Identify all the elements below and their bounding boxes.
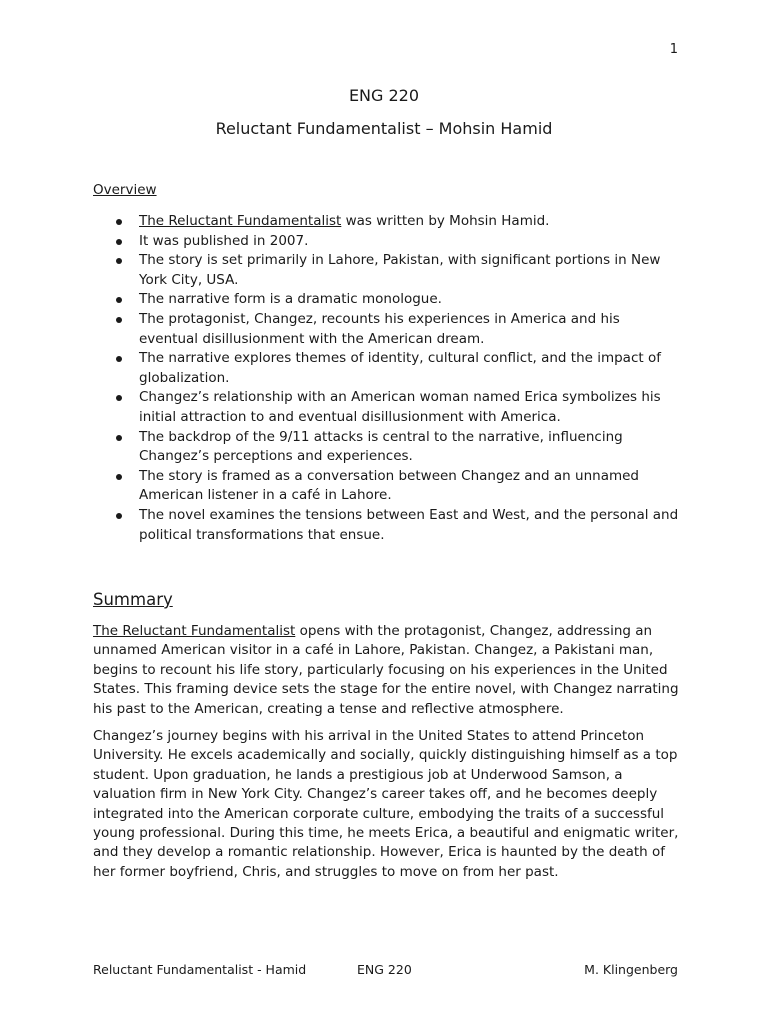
list-item bbox=[93, 310, 683, 349]
footer-left: Reluctant Fundamentalist - Hamid bbox=[93, 962, 307, 977]
list-item bbox=[93, 290, 683, 310]
bullet-icon bbox=[116, 317, 122, 323]
list-item-text: Changez’s relationship with an American woman named Erica symbolizes his initial attraction to and eventual disillusionment with America. bbox=[139, 389, 661, 425]
summary-paragraph: Changez’s journey begins with his arrival in the United States to attend Princeton University. He excels academically and socially, quickly distinguishing himself as a top student. Upon graduation, he lands a prestigious job at Underwood Samson, a valuation firm in New York City. Changez’s career takes off, and he becomes deeply integrated into the American corporate culture, embodying the traits of a successful young professional. During this time, he meets Erica, a beautiful and enigmatic writer, and they develop a romantic relationship. However, Erica is haunted by the death of her former boyfriend, Chris, and struggles to move on from her past. bbox=[93, 728, 679, 880]
list-item-text: The narrative explores themes of identity, cultural conflict, and the impact of globalization. bbox=[139, 350, 661, 386]
summary-paragraph bbox=[93, 622, 683, 719]
bullet-icon bbox=[116, 297, 122, 303]
bullet-icon bbox=[116, 356, 122, 362]
list-item-text: The narrative form is a dramatic monologue. bbox=[139, 291, 442, 308]
book-title: The Reluctant Fundamentalist bbox=[93, 623, 296, 639]
list-item-text: was written by Mohsin Hamid. bbox=[341, 213, 550, 229]
list-item bbox=[93, 251, 683, 290]
footer-right: M. Klingenberg bbox=[584, 962, 678, 977]
list-item-text: The backdrop of the 9/11 attacks is central to the narrative, influencing Changez’s perceptions and experiences. bbox=[139, 428, 623, 465]
document-title: Reluctant Fundamentalist – Mohsin Hamid bbox=[215, 119, 553, 138]
bullet-icon bbox=[116, 395, 122, 401]
bullet-icon bbox=[116, 474, 122, 480]
list-item bbox=[93, 506, 683, 545]
bullet-icon bbox=[116, 513, 122, 519]
paragraph-text: opens with the protagonist, Changez, addressing an unnamed American visitor in a café in Lahore, Pakistan. Changez, a Pakistani man, begins to recount his life story, particularly focusing on his experiences in the United States. This framing device sets the stage for the entire novel, with Changez narrating his past to the American, creating a tense and reflective atmosphere. bbox=[93, 623, 679, 717]
overview-heading: Overview bbox=[93, 182, 157, 198]
list-item-text: The novel examines the tensions between East and West, and the personal and political transformations that ensue. bbox=[139, 506, 679, 543]
list-item bbox=[93, 428, 683, 467]
list-item-text: The story is framed as a conversation between Changez and an unnamed American listener in a café in Lahore. bbox=[139, 467, 639, 504]
summary-body bbox=[93, 622, 683, 890]
footer-center: ENG 220 bbox=[357, 962, 412, 977]
list-item-text: The story is set primarily in Lahore, Pakistan, with significant portions in New York City, USA. bbox=[139, 252, 661, 288]
bullet-icon bbox=[116, 435, 122, 441]
list-item bbox=[93, 232, 683, 252]
list-item bbox=[93, 349, 683, 388]
list-item bbox=[93, 212, 683, 232]
bullet-icon bbox=[116, 219, 122, 225]
page-footer bbox=[93, 962, 678, 980]
overview-list bbox=[93, 212, 683, 545]
book-title: The Reluctant Fundamentalist bbox=[139, 213, 342, 229]
list-item-text: It was published in 2007. bbox=[139, 232, 309, 249]
bullet-icon bbox=[116, 258, 122, 264]
course-code: ENG 220 bbox=[348, 86, 420, 105]
list-item-text: The protagonist, Changez, recounts his experiences in America and his eventual disillusionment with the American dream. bbox=[139, 310, 620, 347]
summary-heading: Summary bbox=[93, 590, 173, 609]
list-item bbox=[93, 467, 683, 506]
page-number: 1 bbox=[669, 42, 678, 57]
list-item bbox=[93, 388, 683, 427]
bullet-icon bbox=[116, 239, 122, 245]
